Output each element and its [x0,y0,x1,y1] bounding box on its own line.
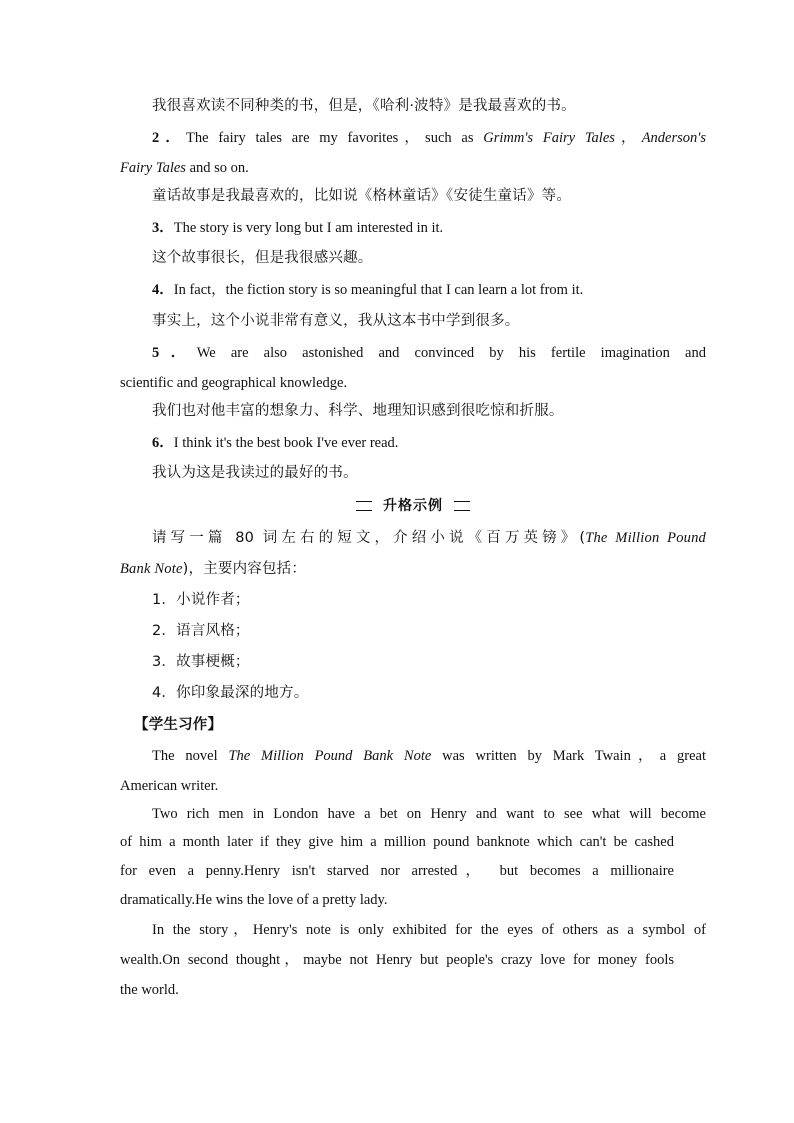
banner-rule-right [454,501,470,511]
sentence-text: I think it's the best book I've ever read. [173,435,399,451]
chinese-translation-1: 我很喜欢读不同种类的书，但是，《哈利·波特》是我最喜欢的书。 [152,98,576,114]
task-prompt-line-2 [120,559,674,579]
sentence-number: 6． [152,435,174,451]
task-item-1: 1．小说作者； [152,592,250,608]
essay-p2-line-3: for even a penny.Henry isn't starved nor arrested， but becomes a millionaire [120,863,674,879]
book-title: The Million Pound Bank Note [228,748,432,764]
sentence-text: The fairy tales are my favorites，such as [186,130,484,146]
essay-p3-line-3: the world. [120,982,179,998]
chinese-translation-5: 我们也对他丰富的想象力、科学、地理知识感到很吃惊和折服。 [152,403,564,419]
book-title: Bank Note [120,561,183,577]
banner-rule-left [356,501,372,511]
sentence-5-line-1 [120,343,706,363]
section-banner [356,496,470,516]
task-prompt-line-1 [120,528,706,548]
student-essay-heading: 【学生习作】 [134,717,223,733]
book-title: Anderson's [641,130,707,146]
chinese-translation-4: 事实上，这个小说非常有意义，我从这本书中学到很多。 [152,313,520,329]
essay-p1-line-1 [120,746,706,766]
sentence-number: 5． [152,345,197,361]
sentence-number: 4． [152,282,174,298]
sentence-2-line-1 [120,128,706,148]
essay-text: The novel [152,748,229,764]
sentence-text: and so on. [185,160,249,176]
task-item-2: 2．语言风格； [152,623,250,639]
essay-p3-line-2: wealth.On second thought，maybe not Henry but people's crazy love for money fools [120,952,674,968]
book-title: The Million Pound [585,530,706,546]
banner-title: 升格示例 [383,498,443,514]
punctuation: ， [614,130,642,146]
essay-p2-line-4: dramatically.He wins the love of a pretty lady. [120,892,388,908]
essay-p2-line-1: Two rich men in London have a bet on Henry and want to see what will become [152,806,706,822]
chinese-translation-2: 童话故事是我最喜欢的，比如说《格林童话》《安徒生童话》等。 [152,188,572,204]
sentence-number: 2． [152,130,187,146]
essay-text: was written by Mark Twain，a great [431,748,707,764]
task-item-4: 4．你印象最深的地方。 [152,685,309,701]
book-title: Grimm's Fairy Tales [483,130,615,146]
sentence-5-line-2: scientific and geographical knowledge. [120,375,348,391]
task-text: )，主要内容包括： [182,561,307,577]
sentence-text: In fact，the fiction story is so meaningful that I can learn a lot from it. [173,282,584,298]
essay-p1-line-2: American writer. [120,778,219,794]
book-title: Fairy Tales [120,160,186,176]
sentence-2-line-2 [120,158,674,178]
chinese-translation-3: 这个故事很长，但是我很感兴趣。 [152,250,373,266]
essay-p2-line-2: of him a month later if they give him a million pound banknote which can't be cashed [120,834,674,850]
sentence-3 [120,218,706,238]
sentence-6 [120,433,706,453]
sentence-number: 3． [152,220,174,236]
chinese-translation-6: 我认为这是我读过的最好的书。 [152,465,358,481]
sentence-text: We are also astonished and convinced by his fertile imagination and [196,345,706,361]
task-text: 请写一篇 80 词左右的短文，介绍小说《百万英镑》( [152,530,586,546]
sentence-text: The story is very long but I am interested in it. [173,220,444,236]
essay-p3-line-1: In the story，Henry's note is only exhibited for the eyes of others as a symbol of [152,922,706,938]
task-item-3: 3．故事梗概； [152,654,250,670]
sentence-4 [120,280,706,300]
